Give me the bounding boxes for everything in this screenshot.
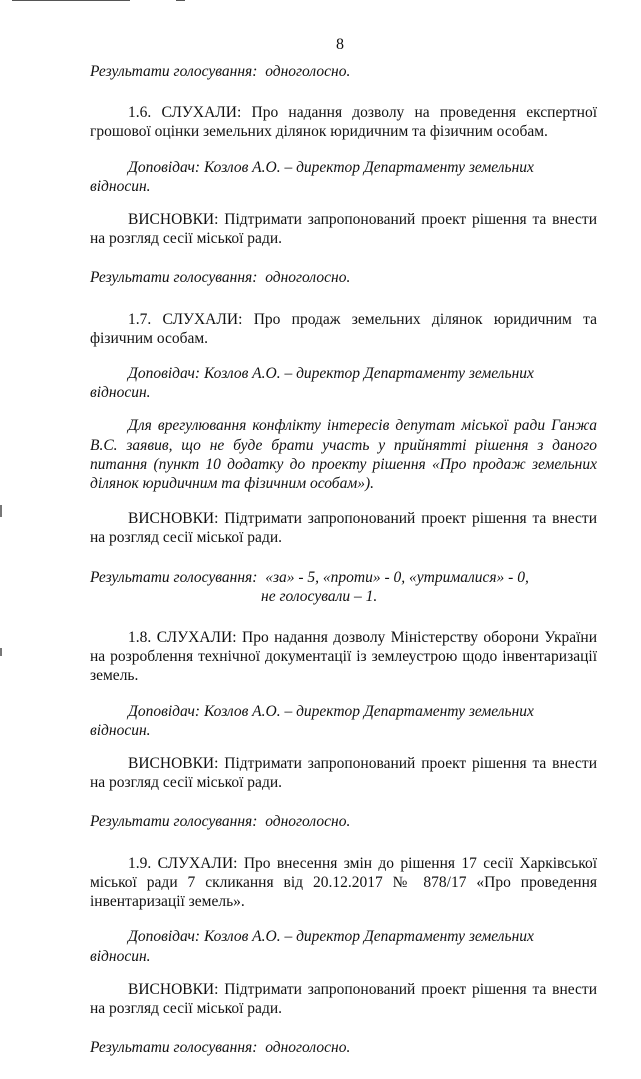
- heard-keyword: СЛУХАЛИ:: [156, 629, 237, 647]
- voting-label: Результати голосування:: [90, 1039, 258, 1057]
- item-number: 1.6.: [128, 104, 152, 122]
- voting-value: одноголосно.: [265, 1039, 351, 1057]
- voting-result-detail: [90, 568, 597, 606]
- heard-keyword: СЛУХАЛИ:: [161, 104, 242, 122]
- voting-not-voted: не голосували – 1.: [261, 587, 378, 605]
- conclusion-text: Підтримати запропонований проект рішення та внести на розгляд сесії міської ради.: [90, 211, 597, 248]
- document-body: [90, 62, 597, 1079]
- speaker-line: Доповідач: Козлов А.О. – директор Департаменту земельних відносин.: [90, 158, 534, 195]
- heard-item: [90, 628, 597, 686]
- speaker-line: Доповідач: Козлов А.О. – директор Департаменту земельних відносин.: [90, 365, 534, 402]
- conclusion: [90, 754, 597, 792]
- heard-text: Про продаж земельних ділянок юридичним та фізичним особам.: [90, 310, 597, 347]
- heard-keyword: СЛУХАЛИ:: [162, 310, 243, 328]
- conclusion-keyword: ВИСНОВКИ:: [128, 980, 219, 998]
- voting-value: одноголосно.: [265, 63, 351, 80]
- page-number: 8: [336, 36, 344, 53]
- voting-label: Результати голосування:: [90, 269, 258, 287]
- conclusion-text: Підтримати запропонований проект рішення та внести на розгляд сесії міської ради.: [90, 510, 597, 547]
- voting-label: Результати голосування:: [90, 568, 258, 586]
- voting-result: [90, 62, 597, 81]
- heard-text: Про внесення змін до рішення 17 сесії Харківської міської ради 7 скликання від 20.12.2017 № 878/17 «Про проведення інвентаризації земель».: [90, 854, 598, 911]
- voting-line: [90, 568, 597, 587]
- voting-result: [90, 268, 597, 287]
- heard-text: Про надання дозволу на проведення експертної грошової оцінки земельних ділянок юридичним та фізичним особам.: [90, 104, 598, 141]
- scan-artifact-line: [176, 0, 185, 1]
- conclusion-text: Підтримати запропонований проект рішення та внести на розгляд сесії міської ради.: [90, 755, 597, 792]
- heard-item: [90, 310, 597, 348]
- item-number: 1.7.: [128, 310, 152, 328]
- scan-edge-mark: [0, 505, 2, 517]
- conclusion-text: Підтримати запропонований проект рішення та внести на розгляд сесії міської ради.: [90, 980, 597, 1017]
- heard-item: [90, 103, 597, 141]
- conclusion: [90, 509, 597, 547]
- conclusion: [90, 210, 597, 248]
- scan-artifact-line: [12, 0, 130, 1]
- voting-result: [90, 812, 597, 831]
- conclusion-keyword: ВИСНОВКИ:: [128, 211, 219, 229]
- voting-label: Результати голосування:: [90, 813, 258, 831]
- heard-keyword: СЛУХАЛИ:: [157, 854, 238, 872]
- speaker-line: Доповідач: Козлов А.О. – директор Департаменту земельних відносин.: [90, 928, 534, 965]
- voting-value: одноголосно.: [265, 813, 351, 831]
- conflict-statement: Для врегулювання конфлікту інтересів депутат міської ради Ганжа В.С. заявив, що не буде брати участь у прийнятті рішення з даного питання (пункт 10 додатку до проекту рішення «Про продаж земельних ділянок юридичним та фізичним особам»).: [90, 417, 597, 493]
- conclusion-keyword: ВИСНОВКИ:: [128, 510, 219, 528]
- speaker-line: Доповідач: Козлов А.О. – директор Департаменту земельних відносин.: [90, 702, 534, 739]
- voting-result: [90, 1038, 597, 1057]
- scan-edge-mark: [0, 648, 2, 656]
- heard-item: [90, 854, 597, 912]
- voting-value: одноголосно.: [265, 269, 351, 287]
- voting-label: Результати голосування:: [90, 63, 258, 80]
- item-number: 1.9.: [128, 854, 152, 872]
- item-number: 1.8.: [128, 629, 152, 647]
- voting-counts: «за» - 5, «проти» - 0, «утрималися» - 0,: [265, 568, 529, 586]
- heard-text: Про надання дозволу Міністерству оборони України на розроблення технічної документації із землеустрою щодо інвентаризації земель.: [90, 629, 598, 685]
- conclusion: [90, 980, 597, 1018]
- conclusion-keyword: ВИСНОВКИ:: [128, 755, 219, 773]
